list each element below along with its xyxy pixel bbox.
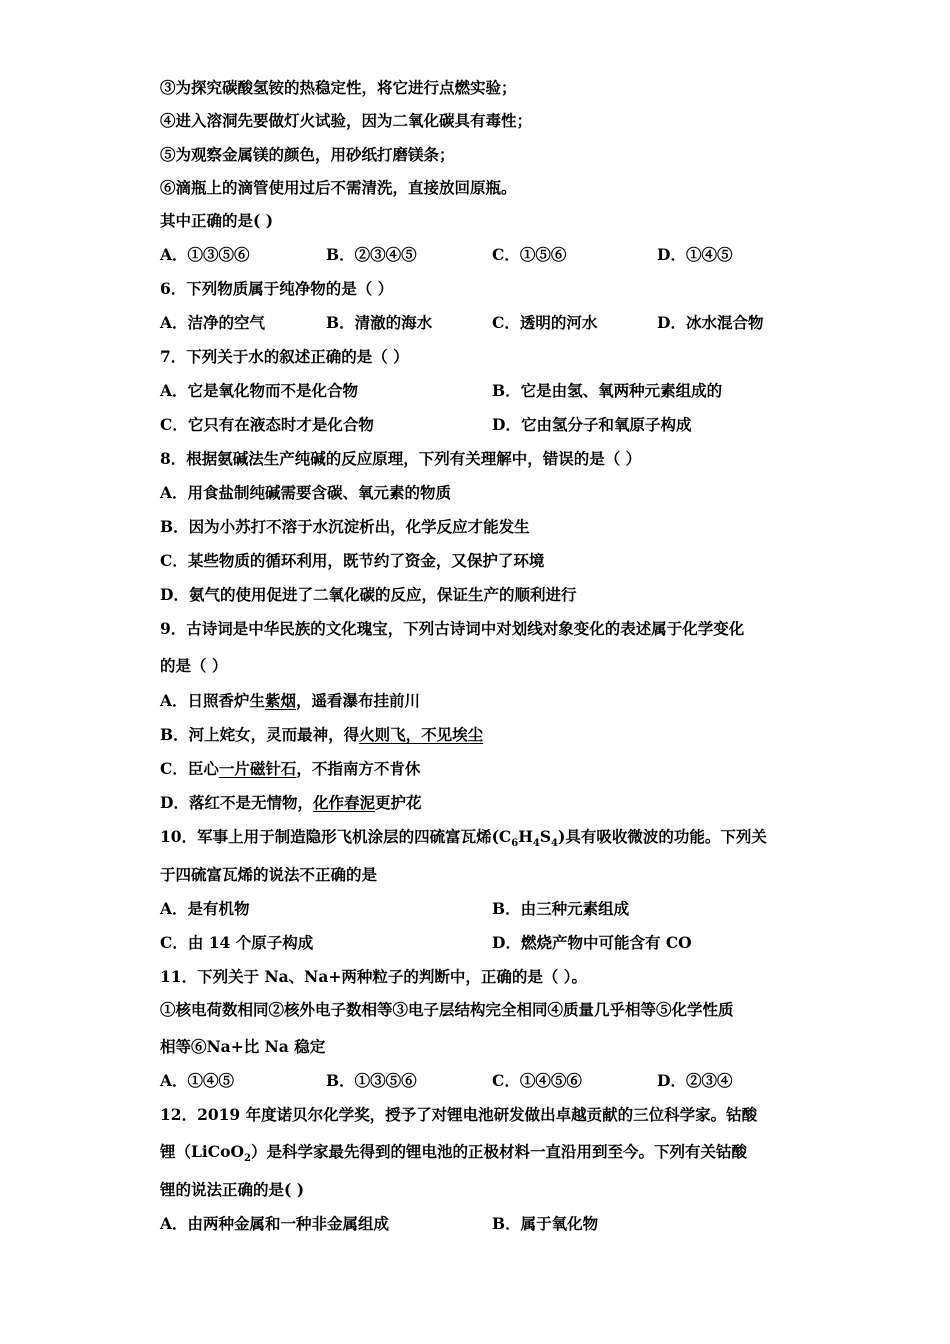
q6-stem: 6．下列物质属于纯净物的是（ ） (160, 279, 394, 298)
q9-option-c: C．臣心一片磁针石，不指南方不肯休 (160, 759, 421, 778)
q10-option-a: A．是有机物 (160, 899, 250, 918)
q11-option-b: B．①③⑤⑥ (326, 1071, 417, 1090)
q7-stem: 7．下列关于水的叙述正确的是（ ） (160, 347, 409, 366)
q6-option-c: C．透明的河水 (492, 313, 598, 332)
q12-option-b: B．属于氧化物 (492, 1214, 599, 1233)
q6-option-b: B．清澈的海水 (326, 313, 433, 332)
q5-statement-6: ⑥滴瓶上的滴管使用过后不需清洗，直接放回原瓶。 (160, 178, 517, 197)
q9-stem-line1: 9．古诗词是中华民族的文化瑰宝，下列古诗词中对划线对象变化的表述属于化学变化 (160, 619, 745, 638)
q8-option-a: A．用食盐制纯碱需要含碳、氧元素的物质 (160, 483, 452, 502)
q5-prompt: 其中正确的是( ) (160, 211, 274, 230)
q7-option-a: A．它是氧化物而不是化合物 (160, 381, 359, 400)
q10-stem-line1: 10．军事上用于制造隐形飞机涂层的四硫富瓦烯$(C_6H_4S_4)$具有吸收微波的功能。下列关 (160, 827, 767, 850)
q12-stem-line1: 12．2019 年度诺贝尔化学奖，授予了对锂电池研发做出卓越贡献的三位科学家。钴酸 (160, 1105, 758, 1124)
q7-option-c: C．它只有在液态时才是化合物 (160, 415, 374, 434)
q8-option-b: B．因为小苏打不溶于水沉淀析出，化学反应才能发生 (160, 517, 530, 536)
q5-option-a: A．①③⑤⑥ (160, 245, 250, 264)
q10-stem-line2: 于四硫富瓦烯的说法不正确的是 (160, 865, 378, 884)
q5-option-b: B．②③④⑤ (326, 245, 417, 264)
q11-statements-line1: ①核电荷数相同②核外电子数相等③电子层结构完全相同④质量几乎相等⑤化学性质 (160, 1000, 734, 1019)
q11-option-d: D．②③④ (657, 1071, 733, 1090)
q8-option-d: D．氨气的使用促进了二氧化碳的反应，保证生产的顺利进行 (160, 585, 577, 604)
q8-stem: 8．根据氨碱法生产纯碱的反应原理，下列有关理解中，错误的是（ ） (160, 449, 642, 468)
underlined-phrase: 紫烟 (265, 691, 297, 710)
q11-stem: 11．下列关于 Na、Na+两种粒子的判断中，正确的是（ ）。 (160, 967, 588, 986)
q5-statement-3: ③为探究碳酸氢铵的热稳定性，将它进行点燃实验； (160, 78, 517, 97)
q7-option-b: B．它是由氢、氧两种元素组成的 (492, 381, 723, 400)
underlined-phrase: 火则飞， (359, 725, 422, 744)
q5-statement-5: ⑤为观察金属镁的颜色，用砂纸打磨镁条； (160, 145, 455, 164)
q10-option-c: C．由 14 个原子构成 (160, 933, 314, 952)
q9-option-b: B．河上姹女，灵而最神，得火则飞，不见埃尘 (160, 725, 484, 744)
q5-option-d: D．①④⑤ (657, 245, 733, 264)
q11-option-a: A．①④⑤ (160, 1071, 235, 1090)
q12-option-a: A．由两种金属和一种非金属组成 (160, 1214, 390, 1233)
q11-option-c: C．①④⑤⑥ (492, 1071, 582, 1090)
q11-statements-line2: 相等⑥Na+比 Na 稳定 (160, 1037, 326, 1056)
q6-option-d: D．冰水混合物 (657, 313, 764, 332)
q5-statement-4: ④进入溶洞先要做灯火试验，因为二氧化碳具有毒性； (160, 111, 533, 130)
q5-option-c: C．①⑤⑥ (492, 245, 567, 264)
q9-option-d: D．落红不是无情物，化作春泥更护花 (160, 793, 422, 812)
underlined-phrase: 化作春泥 (312, 793, 375, 812)
q7-option-d: D．它由氢分子和氧原子构成 (492, 415, 692, 434)
q12-stem-line3: 锂的说法正确的是( ) (160, 1180, 305, 1199)
underlined-phrase: 一片磁针石 (218, 759, 297, 778)
q10-option-d: D．燃烧产物中可能含有 CO (492, 933, 692, 952)
q8-option-c: C．某些物质的循环利用，既节约了资金，又保护了环境 (160, 551, 545, 570)
q12-stem-line2: 锂（LiCoO$_2$）是科学家最先得到的锂电池的正极材料一直沿用到至今。下列有关钴酸 (160, 1142, 747, 1165)
q10-option-b: B．由三种元素组成 (492, 899, 630, 918)
q6-option-a: A．洁净的空气 (160, 313, 266, 332)
q9-stem-line2: 的是（ ） (160, 656, 228, 675)
q9-option-a: A．日照香炉生紫烟，遥看瀑布挂前川 (160, 691, 421, 710)
